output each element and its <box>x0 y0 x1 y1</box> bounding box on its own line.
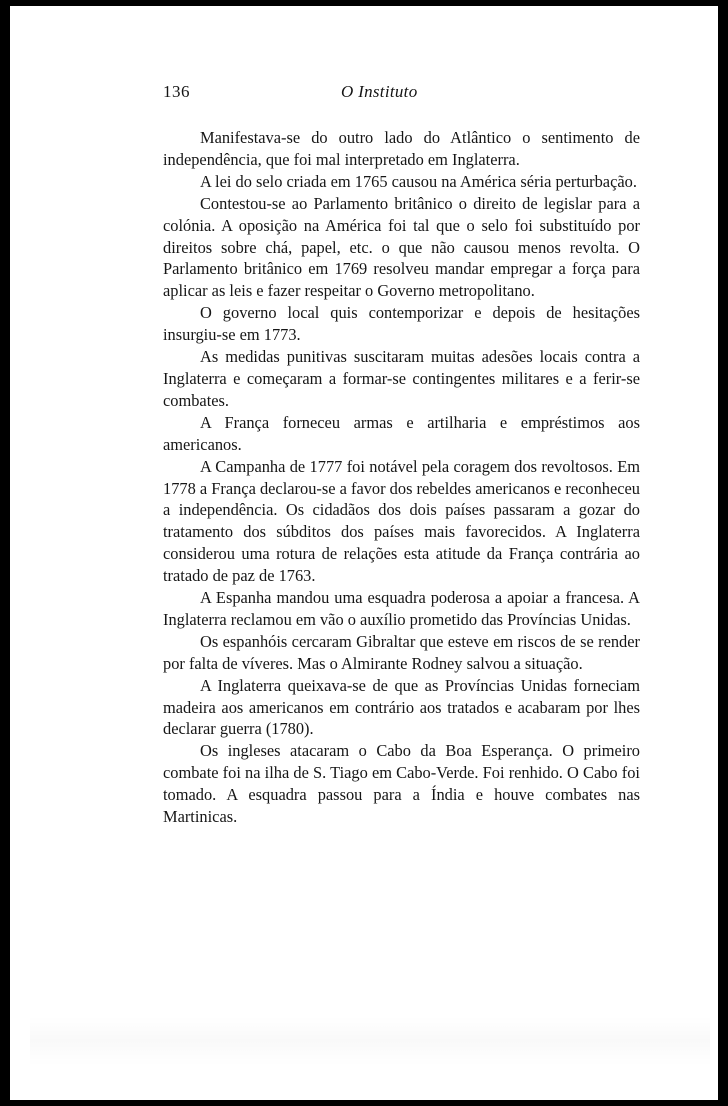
page-header <box>163 82 643 106</box>
paragraph: A lei do selo criada em 1765 causou na América séria perturbação. <box>200 171 637 191</box>
paragraph: A França forneceu armas e artilharia e empréstimos aos americanos. <box>163 412 640 454</box>
body-text <box>163 127 640 828</box>
paragraph: Contestou-se ao Parlamento britânico o direito de legislar para a colónia. A oposição na América foi tal que o selo foi substituído por direitos sobre chá, papel, etc. o que não causou menos revolta. O Parlamento britânico em 1769 resolveu mandar empregar a força para aplicar as leis e fazer respeitar o Governo metropolitano. <box>163 193 640 301</box>
page-number: 136 <box>163 82 190 101</box>
book-page <box>10 6 718 1100</box>
paragraph: A Espanha mandou uma esquadra poderosa a apoiar a francesa. A Inglaterra reclamou em vão o auxílio prometido das Províncias Unidas. <box>163 588 640 629</box>
paragraph: A Campanha de 1777 foi notável pela coragem dos revoltosos. Em 1778 a França declarou-se a favor dos rebeldes americanos e reconheceu a independência. Os cidadãos dos dois países passaram a gozar do tratamento dos súbditos dos países mais favorecidos. A Inglaterra considerou uma rotura de relações esta atitude da França contrária ao tratado de paz de 1763. <box>163 456 640 586</box>
scan-smudge <box>30 1016 710 1066</box>
paragraph: Manifestava-se do outro lado do Atlântico o sentimento de independência, que foi mal interpretado em Inglaterra. <box>163 128 640 169</box>
paragraph: A Inglaterra queixava-se de que as Províncias Unidas forneciam madeira aos americanos em contrário aos tratados e acabaram por lhes declarar guerra (1780). <box>163 675 640 739</box>
paragraph: Os ingleses atacaram o Cabo da Boa Esperança. O primeiro combate foi na ilha de S. Tiago em Cabo-Verde. Foi renhido. O Cabo foi tomado. A esquadra passou para a Índia e houve combates nas Martinicas. <box>163 741 640 827</box>
paragraph: O governo local quis contemporizar e depois de hesitações insurgiu-se em 1773. <box>163 303 640 345</box>
paragraph: As medidas punitivas suscitaram muitas adesões locais contra a Inglaterra e começaram a formar-se contingentes militares e a ferir-se combates. <box>163 347 640 410</box>
paragraph: Os espanhóis cercaram Gibraltar que esteve em riscos de se render por falta de víveres. Mas o Almirante Rodney salvou a situação. <box>163 631 640 673</box>
running-title: O Instituto <box>341 82 418 101</box>
